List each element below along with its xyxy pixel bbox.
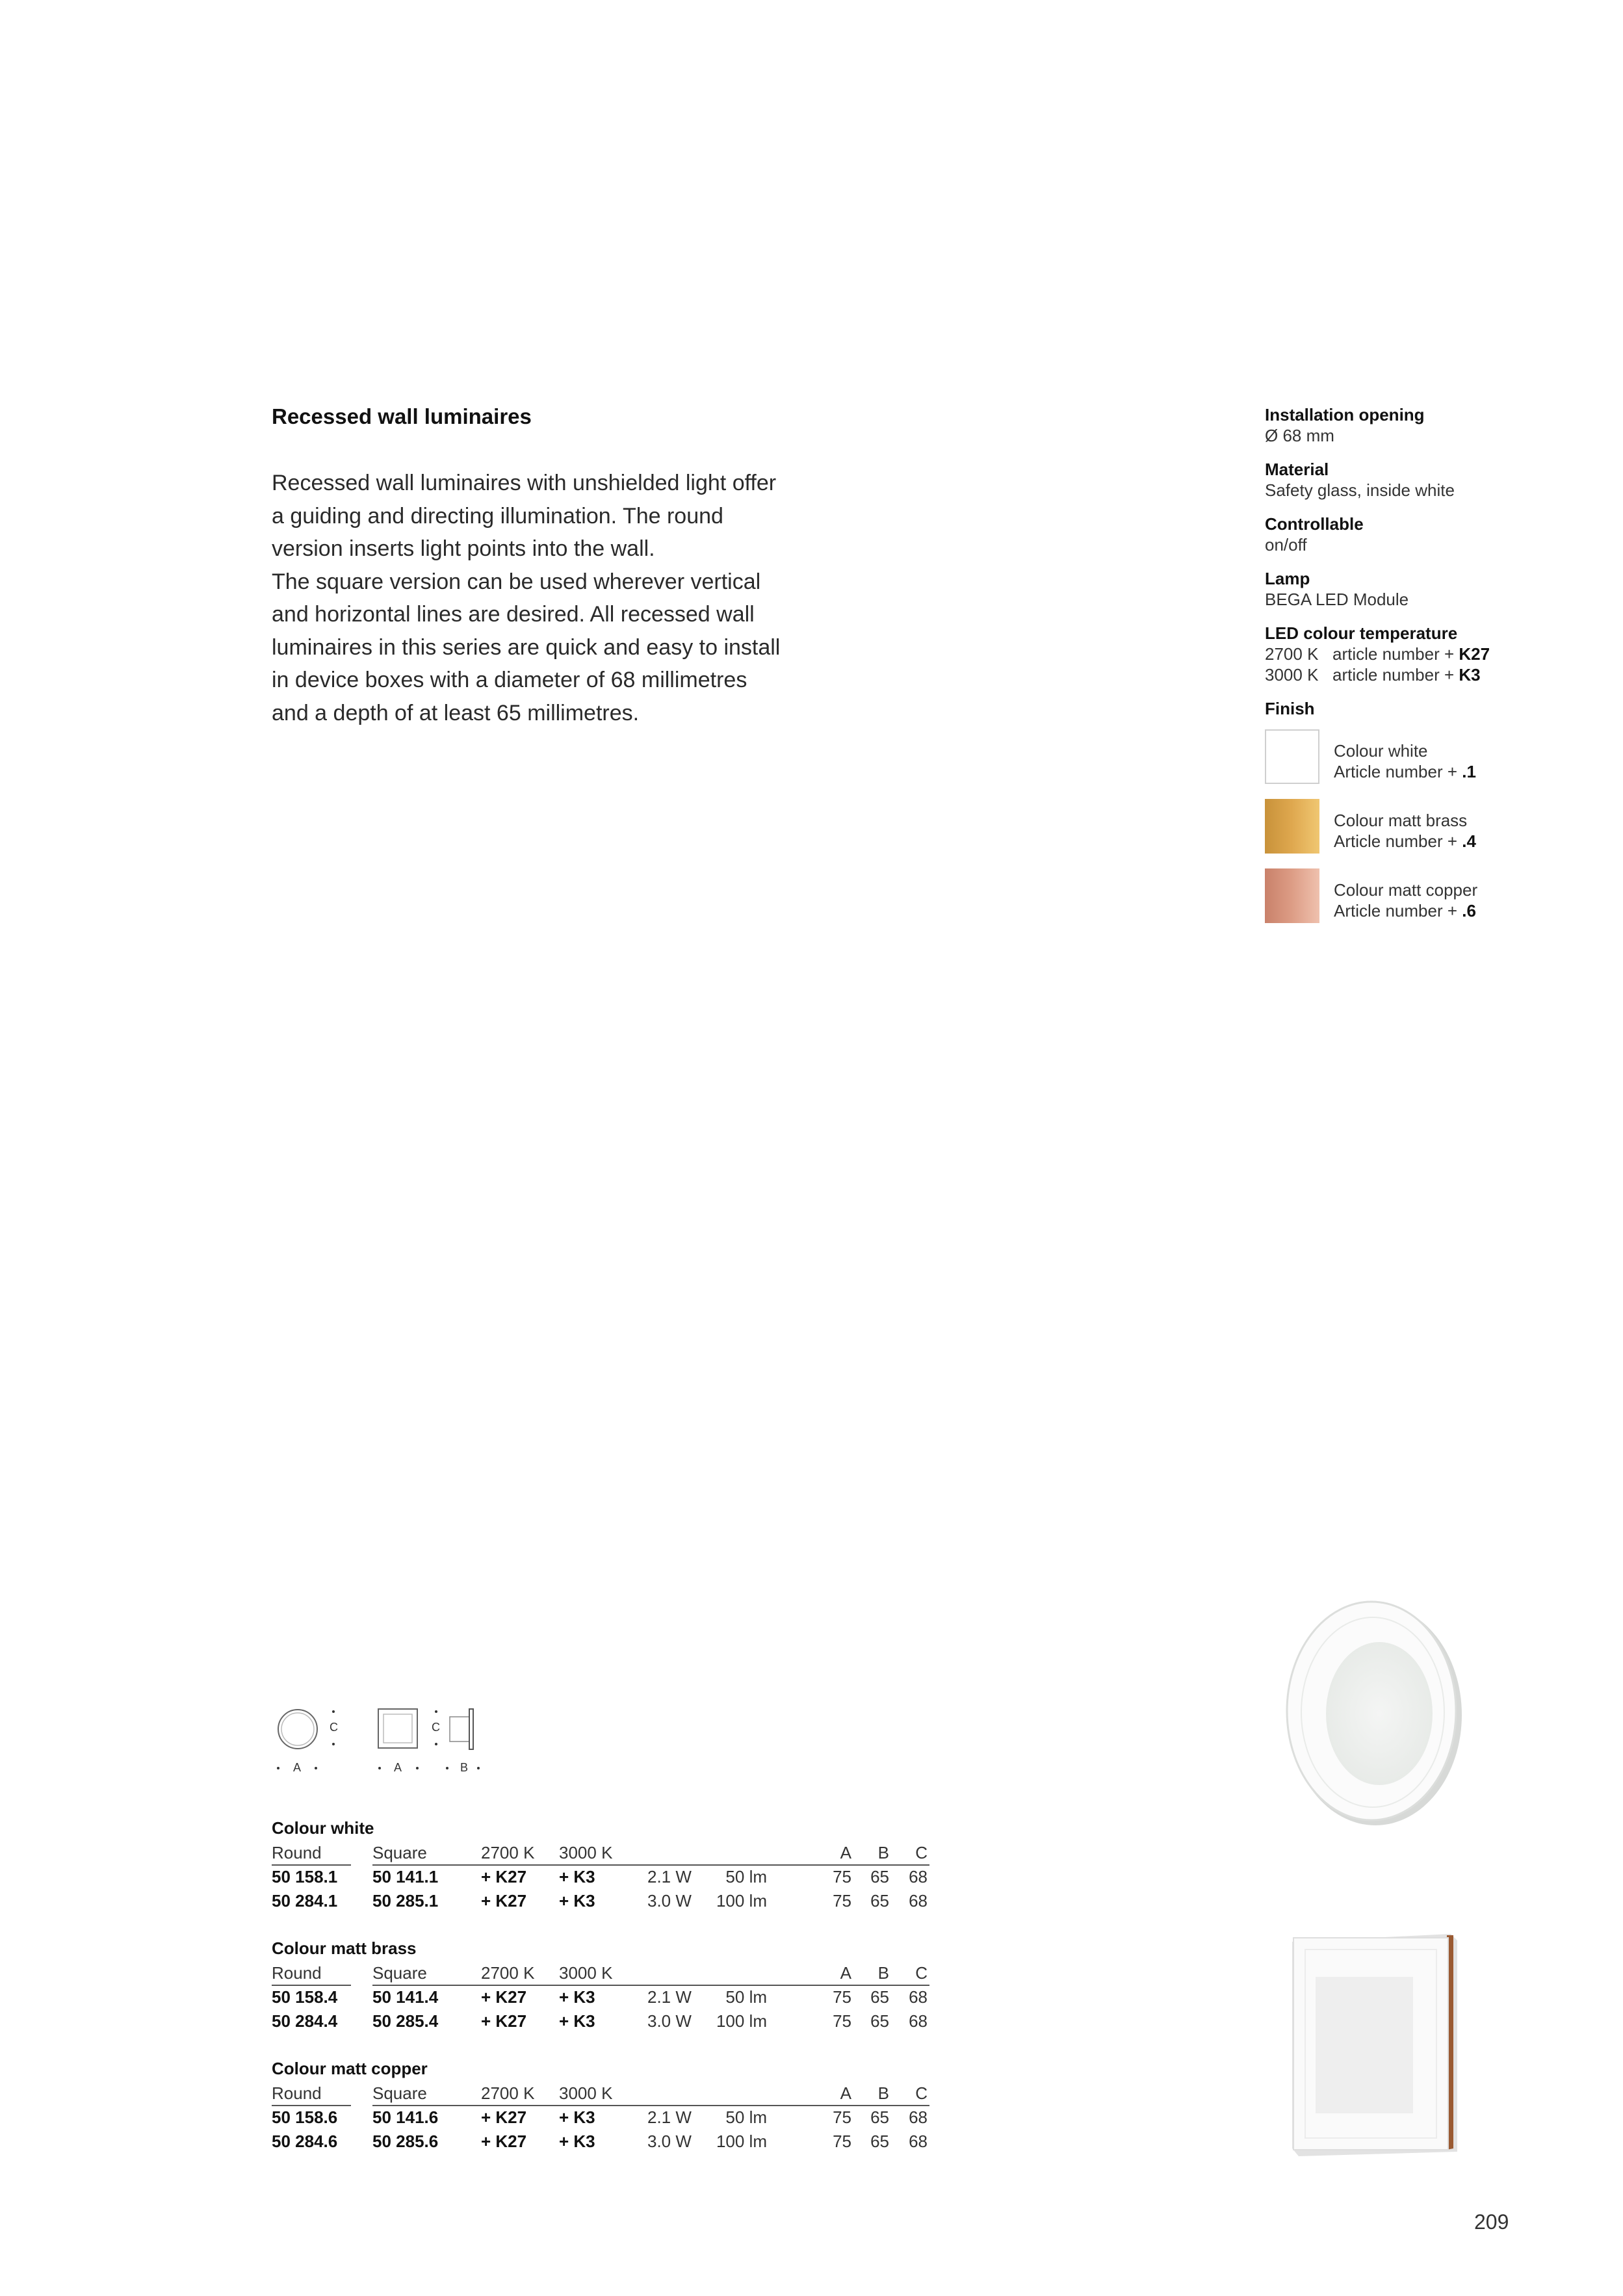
dimension-label-a: A (293, 1761, 302, 1774)
cell-b: 65 (870, 2011, 889, 2031)
cell-lumen: 50 lm (725, 2107, 767, 2127)
cell-round: 50 158.6 (272, 2107, 338, 2127)
cell-a: 75 (833, 2011, 851, 2031)
cell-lumen: 100 lm (716, 1891, 767, 1911)
finish-name: Colour matt copper (1334, 880, 1478, 900)
cell-a: 75 (833, 1867, 851, 1886)
spec-title: Installation opening (1265, 405, 1425, 424)
product-tables (272, 1818, 935, 2178)
spec-finish (1265, 698, 1603, 923)
cell-square: 50 141.6 (372, 2107, 439, 2127)
spec-title: Lamp (1265, 569, 1310, 588)
cell-watt: 3.0 W (647, 2132, 692, 2151)
cell-k3: + K3 (559, 1987, 595, 2007)
table-header-row (272, 2083, 935, 2107)
cell-k27: + K27 (481, 1867, 527, 1886)
cell-c: 68 (909, 1891, 928, 1911)
intro-text (272, 467, 857, 729)
header-round: Round (272, 1963, 322, 1983)
spec-value: Ø 68 mm (1265, 426, 1334, 445)
finish-swatch-brass (1265, 799, 1319, 854)
cell-k3: + K3 (559, 2132, 595, 2151)
cell-watt: 2.1 W (647, 2107, 692, 2127)
cell-c: 68 (909, 2107, 928, 2127)
table-group-title: Colour white (272, 1818, 374, 1838)
intro-line: The square version can be used wherever vertical (272, 569, 761, 594)
header-c: C (915, 1843, 928, 1862)
led-temp: 2700 K (1265, 644, 1319, 664)
cell-c: 68 (909, 2132, 928, 2151)
page-title: Recessed wall luminaires (272, 404, 532, 428)
cell-c: 68 (909, 2011, 928, 2031)
cell-b: 65 (870, 2107, 889, 2127)
led-text: article number + (1332, 665, 1459, 685)
led-code: K27 (1459, 644, 1490, 664)
spec-value: Safety glass, inside white (1265, 480, 1455, 500)
cell-k3: + K3 (559, 2107, 595, 2127)
header-b: B (877, 2083, 889, 2103)
cell-round: 50 284.4 (272, 2011, 338, 2031)
table-group-brass (272, 1938, 935, 2058)
header-rule (643, 1985, 929, 1986)
finish-name: Colour matt brass (1334, 811, 1468, 830)
cell-watt: 2.1 W (647, 1867, 692, 1886)
cell-lumen: 100 lm (716, 2132, 767, 2151)
page-number: 209 (1474, 2210, 1509, 2234)
dimension-dot (416, 1767, 419, 1769)
finish-text (1334, 870, 1477, 921)
cell-round: 50 284.1 (272, 1891, 338, 1911)
finish-name: Colour white (1334, 741, 1428, 761)
intro-line: Recessed wall luminaires with unshielded light offer (272, 471, 777, 495)
spec-value: BEGA LED Module (1265, 590, 1409, 609)
finish-suffix: .6 (1462, 901, 1476, 920)
table-row (272, 1890, 935, 1914)
square-luminaire-drawing (377, 1708, 420, 1751)
cell-square: 50 141.4 (372, 1987, 439, 2007)
dimension-dot (435, 1710, 437, 1713)
table-group-white (272, 1818, 935, 1938)
header-2700k: 2700 K (481, 1963, 535, 1983)
cell-k3: + K3 (559, 1867, 595, 1886)
table-row (272, 2011, 935, 2035)
cell-watt: 3.0 W (647, 2011, 692, 2031)
finish-suffix: .4 (1462, 831, 1476, 851)
table-group-title: Colour matt copper (272, 2059, 428, 2078)
cell-k27: + K27 (481, 2107, 527, 2127)
cell-watt: 2.1 W (647, 1987, 692, 2007)
finish-article-text: Article number + (1334, 901, 1462, 920)
led-code: K3 (1459, 665, 1481, 685)
dimension-dot (332, 1710, 335, 1713)
dimension-dot (378, 1767, 381, 1769)
spec-installation (1265, 404, 1603, 446)
header-c: C (915, 1963, 928, 1983)
dimension-dot (477, 1767, 480, 1769)
table-row (272, 2131, 935, 2155)
square-luminaire-photo (1287, 1927, 1462, 2168)
header-3000k: 3000 K (559, 2083, 613, 2103)
spec-title: Material (1265, 460, 1329, 479)
header-rule (272, 1985, 351, 1986)
cell-square: 50 285.4 (372, 2011, 439, 2031)
header-rule (643, 1864, 929, 1866)
cell-c: 68 (909, 1867, 928, 1886)
cell-a: 75 (833, 1891, 851, 1911)
header-square: Square (372, 2083, 427, 2103)
cell-square: 50 141.1 (372, 1867, 439, 1886)
dimension-label-c: C (432, 1721, 440, 1734)
finish-text (1334, 731, 1476, 782)
dimension-label-c: C (330, 1721, 338, 1734)
cell-b: 65 (870, 2132, 889, 2151)
spec-title: Controllable (1265, 514, 1364, 534)
spec-material (1265, 459, 1603, 501)
intro-line: version inserts light points into the wall. (272, 536, 655, 561)
table-header-row (272, 1963, 935, 1987)
cell-k3: + K3 (559, 2011, 595, 2031)
cell-round: 50 158.4 (272, 1987, 338, 2007)
dimension-dot (277, 1767, 279, 1769)
header-square: Square (372, 1963, 427, 1983)
dimension-label-a: A (394, 1761, 402, 1774)
header-rule (643, 2105, 929, 2106)
finish-text (1334, 801, 1476, 852)
finish-article (1334, 761, 1476, 782)
finish-article-text: Article number + (1334, 831, 1462, 851)
led-row (1265, 644, 1603, 664)
spec-controllable (1265, 514, 1603, 555)
side-profile-drawing (447, 1708, 480, 1751)
spec-title: Finish (1265, 699, 1315, 718)
table-row (272, 1987, 935, 2011)
cell-b: 65 (870, 1891, 889, 1911)
cell-watt: 3.0 W (647, 1891, 692, 1911)
dimension-drawings (272, 1700, 493, 1778)
header-a: A (840, 1963, 851, 1983)
finish-list (1265, 729, 1603, 923)
dimension-dot (332, 1743, 335, 1745)
intro-line: and a depth of at least 65 millimetres. (272, 700, 640, 725)
header-rule (272, 1864, 351, 1866)
cell-b: 65 (870, 1867, 889, 1886)
table-row (272, 1866, 935, 1890)
spec-lamp (1265, 568, 1603, 610)
header-round: Round (272, 2083, 322, 2103)
cell-c: 68 (909, 1987, 928, 2007)
finish-article (1334, 831, 1476, 852)
led-temp: 3000 K (1265, 665, 1319, 685)
header-round: Round (272, 1843, 322, 1862)
cell-square: 50 285.6 (372, 2132, 439, 2151)
cell-a: 75 (833, 2107, 851, 2127)
cell-lumen: 50 lm (725, 1987, 767, 2007)
header-square: Square (372, 1843, 427, 1862)
finish-item-copper (1265, 868, 1603, 923)
header-3000k: 3000 K (559, 1843, 613, 1862)
cell-square: 50 285.1 (372, 1891, 439, 1911)
dimension-dot (435, 1743, 437, 1745)
finish-item-white (1265, 729, 1603, 784)
table-header-row (272, 1842, 935, 1866)
header-2700k: 2700 K (481, 2083, 535, 2103)
finish-article-text: Article number + (1334, 762, 1462, 781)
dimension-dot (446, 1767, 448, 1769)
cell-lumen: 100 lm (716, 2011, 767, 2031)
table-group-copper (272, 2058, 935, 2178)
intro-line: in device boxes with a diameter of 68 millimetres (272, 668, 747, 692)
spec-led-temperature (1265, 623, 1603, 685)
dimension-label-b: B (460, 1761, 469, 1774)
cell-k27: + K27 (481, 2132, 527, 2151)
finish-suffix: .1 (1462, 762, 1476, 781)
header-rule (272, 2105, 351, 2106)
header-2700k: 2700 K (481, 1843, 535, 1862)
spec-title: LED colour temperature (1265, 623, 1458, 643)
cell-b: 65 (870, 1987, 889, 2007)
intro-line: and horizontal lines are desired. All recessed wall (272, 602, 755, 627)
round-luminaire-photo (1274, 1586, 1469, 1833)
table-group-title: Colour matt brass (272, 1938, 417, 1958)
finish-swatch-copper (1265, 868, 1319, 923)
led-row (1265, 664, 1603, 685)
header-c: C (915, 2083, 928, 2103)
cell-lumen: 50 lm (725, 1867, 767, 1886)
cell-a: 75 (833, 1987, 851, 2007)
header-a: A (840, 2083, 851, 2103)
cell-k27: + K27 (481, 2011, 527, 2031)
intro-line: a guiding and directing illumination. The round (272, 503, 723, 528)
cell-round: 50 158.1 (272, 1867, 338, 1886)
spec-panel (1265, 404, 1603, 938)
cell-a: 75 (833, 2132, 851, 2151)
finish-swatch-white (1265, 729, 1319, 784)
dimension-dot (315, 1767, 317, 1769)
header-b: B (877, 1843, 889, 1862)
header-a: A (840, 1843, 851, 1862)
cell-k27: + K27 (481, 1891, 527, 1911)
header-b: B (877, 1963, 889, 1983)
finish-item-brass (1265, 799, 1603, 854)
spec-value: on/off (1265, 535, 1307, 554)
led-text: article number + (1332, 644, 1459, 664)
finish-article (1334, 900, 1477, 921)
header-3000k: 3000 K (559, 1963, 613, 1983)
intro-line: luminaires in this series are quick and easy to install (272, 634, 781, 660)
table-row (272, 2107, 935, 2131)
round-luminaire-drawing (275, 1706, 320, 1752)
cell-k3: + K3 (559, 1891, 595, 1911)
cell-round: 50 284.6 (272, 2132, 338, 2151)
cell-k27: + K27 (481, 1987, 527, 2007)
